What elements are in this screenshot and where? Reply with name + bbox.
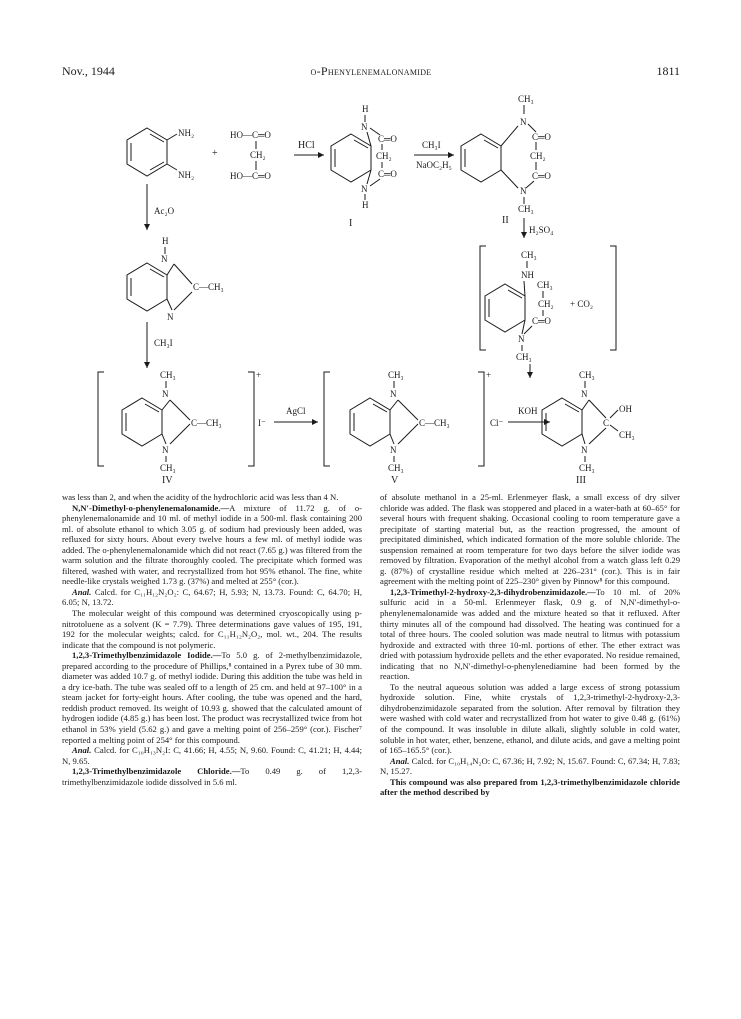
reagent-ch3i-top: CH₃I — [422, 140, 441, 150]
intermediate-ch2: CH₂ — [538, 299, 554, 309]
compound-label-v: V — [391, 475, 399, 486]
v-c-ch3: C—CH₃ — [419, 418, 450, 428]
intermediate-methyl-top: CH₃ — [521, 250, 537, 260]
header-title: o-Phenylenemalonamide — [310, 64, 432, 78]
intermediate-n: N — [518, 334, 525, 344]
carbonyl-bottom-ii: C═O — [532, 171, 551, 181]
nitrogen-bottom: N — [361, 184, 368, 194]
reagent-ch3i-side: CH₃I — [154, 338, 173, 348]
iii-n-top: N — [581, 389, 588, 399]
nh-hydrogen-bottom: H — [362, 200, 369, 210]
charge-iv: + — [256, 370, 262, 380]
iii-oh: OH — [619, 404, 632, 414]
iv-n-bottom: N — [162, 445, 169, 455]
iii-n-bottom: N — [581, 445, 588, 455]
analysis-paragraph: Anal. Calcd. for C₁₁H₁₂N₂O₂: C, 64.67; H, 5.93; N, 13.73. Found: C, 64.70; H, 6.05; N, 13.72. — [62, 586, 363, 608]
paragraph: of absolute methanol in a 25-ml. Erlenmeyer flask, a small excess of dry silver chloride was added. The flask was stoppered and placed in a water-bath at 60–65° for several hours with frequent shaking. Occasional cooling to room temperature gave a precipitate of starting material but, as the reaction progressed, the amount of precipitated diminished, which indicated formation of the more soluble chloride. The suspension remained at room temperature for two days before the silver iodide was removed by filtration. Evaporation of the methyl alcohol from a watch glass left 0.29 g. (87%) of crystalline residue which melted at 226–231° (cor.). This is in fair agreement with the melting point of 225–230° given by Pinnow⁸ for this compound. — [380, 492, 680, 587]
v-methyl-bottom: CH₃ — [388, 463, 404, 473]
chloride-ion: Cl⁻ — [490, 418, 504, 428]
intermediate-carbonyl: C═O — [532, 316, 551, 326]
reagent-agcl: AgCl — [286, 406, 306, 416]
header-page-number: 1811 — [656, 64, 680, 78]
mbz-hydrogen: H — [162, 236, 169, 246]
compound-ii-structure — [461, 94, 551, 214]
compound-label-iii: III — [576, 475, 586, 486]
carbonyl-top: C═O — [378, 134, 397, 144]
malonic-acid-structure — [230, 130, 271, 181]
v-n-bottom: N — [390, 445, 397, 455]
carboxyl-bottom: HO—C═O — [230, 171, 271, 181]
reaction-scheme — [62, 88, 680, 488]
charge-v: + — [486, 370, 492, 380]
carbonyl-top-ii: C═O — [532, 132, 551, 142]
left-column — [62, 492, 362, 787]
reagent-koh: KOH — [518, 406, 538, 416]
iii-methyl-bottom: CH₃ — [579, 463, 595, 473]
iodide-ion: I⁻ — [258, 418, 266, 428]
iii-ch3: CH₃ — [619, 430, 635, 440]
methylene-label: CH₂ — [250, 150, 266, 160]
mbz-c-ch3: C—CH₃ — [193, 282, 224, 292]
right-column — [380, 492, 680, 798]
iv-c-ch3: C—CH₃ — [191, 418, 222, 428]
intermediate-ch3-bottom: CH₃ — [516, 352, 532, 362]
mbz-n-bottom: N — [167, 312, 174, 322]
paragraph: was less than 2, and when the acidity of the hydrochloric acid was less than 4 N. — [62, 492, 339, 502]
iii-methyl-top: CH₃ — [579, 370, 595, 380]
reagent-naoc2h5: NaOC₂H₅ — [416, 160, 452, 170]
intermediate-nh: NH — [521, 270, 534, 280]
amine-label-top: NH₂ — [178, 128, 195, 138]
compound-v-structure — [324, 370, 504, 473]
n-methyl-top-ii: CH₃ — [518, 94, 534, 104]
n-methyl-bottom-ii: CH₃ — [518, 204, 534, 214]
reagent-ac2o: Ac₂O — [154, 206, 175, 216]
nitrogen-bottom-ii: N — [520, 186, 527, 196]
compound-iv-structure — [98, 370, 266, 473]
compound-i-structure — [331, 104, 397, 210]
paragraph: To the neutral aqueous solution was added a large excess of strong potassium hydroxide solution. Fine, white crystals of 1,2,3-trimethyl-2-hydroxy-2,3-dihydrobenzimidazole separated from the solution. After removal by filtration they were washed with cold water and recrystallized from hot water to give 0.48 g. (61%) of the compound. It was insoluble in dilute alkali, slightly soluble in cold water, soluble in hot water, ether, benzene, ethanol, and dilute acids, and gave a melting point of 165–165.5° (cor.). — [380, 681, 680, 756]
paragraph: 1,2,3-Trimethylbenzimidazole Iodide.—To 5.0 g. of 2-methylbenzimidazole, prepared according to the procedure of Phillips,⁸ contained in a Pyrex tube of 30 mm. diameter was added 10.7 g. of methyl iodide. During this addition the tube was held in a dry ice-bath. The tube was sealed off to a length of 25 cm. and held at 97–100° in a steam jacket for forty-eight hours. After cooling, the tube was opened and the hard, reddish product removed. Its weight of 10.93 g. showed that the calculated amount of hydrogen iodide (4.85 g.) has been lost. The product was recrystallized twice from hot ethanol in 53% yield (5.62 g.) and gave a melting point of 256–259° (cor.). Fischer⁷ reported a melting point of 254° for this compound. — [62, 650, 362, 745]
carboxyl-top: HO—C═O — [230, 130, 271, 140]
amine-label-bottom: NH₂ — [178, 170, 195, 180]
iii-c: C — [603, 418, 610, 428]
o-phenylenediamine-structure — [127, 128, 194, 180]
reagent-hcl: HCl — [298, 140, 315, 151]
methylene-ii: CH₂ — [530, 151, 546, 161]
reagent-h2so4: H₂SO₄ — [529, 225, 554, 235]
nitrogen-top: N — [361, 122, 368, 132]
hydrolysis-intermediate — [480, 246, 616, 362]
v-methyl-top: CH₃ — [388, 370, 404, 380]
nitrogen-top-ii: N — [520, 117, 527, 127]
v-n-top: N — [390, 389, 397, 399]
paragraph: 1,2,3-Trimethylbenzimidazole Chloride.—To 0.49 g. of 1,2,3-trimethylbenzimidazole iodide dissolved in 5.6 ml. — [62, 766, 363, 787]
analysis-paragraph: Anal. Calcd. for C₁₀H₁₄N₂O: C, 67.36; H, 7.92; N, 15.67. Found: C, 67.34; H, 7.83; N, 15.27. — [380, 755, 681, 777]
iv-methyl-bottom: CH₃ — [160, 463, 176, 473]
iv-methyl-top: CH₃ — [160, 370, 176, 380]
analysis-paragraph: Anal. Calcd. for C₁₀H₁₃N₂I: C, 41.66; H, 4.55; N, 9.60. Found: C, 41.21; H, 4.44; N, 9.65. — [62, 745, 362, 766]
methylbenzimidazole-structure — [127, 236, 224, 322]
paragraph: 1,2,3-Trimethyl-2-hydroxy-2,3-dihydrobenzimidazole.—To 10 ml. of 20% sulfuric acid in a 50-ml. Erlenmeyer flask, 0.9 g. of N,N′-dimethyl-o-phenylenemalonamide was added and the mixture heated so that it refluxed. After thirty minutes all of the compound had dissolved. The heating was continued for a total of three hours. The cooled solution was made neutral to litmus with potassium hydroxide and extracted with three 10-ml. portions of ether. The ether extract was dried with potassium hydroxide pellets and the ether evaporated. No residue remained, indicating that no N,N′-dimethyl-o-phenylenediamine had been formed by the reaction. — [380, 586, 680, 682]
paragraph: N,N′-Dimethyl-o-phenylenemalonamide.—A mixture of 11.72 g. of o-phenylenemalonamide and 10 ml. of methyl iodide in a 500-ml. flask containing 200 ml. of absolute ethanol to which 3.05 g. of sodium had previously been added, was refluxed for sixty hours. About every twelve hours a few ml. of methyl iodide was added. The o-phenylenemalonamide which did not react (7.65 g.) was filtered from the warm solution and the filtrate thoroughly cooled. The precipitate which formed was filtered, washed with water, and recrystallized from hot 95% ethanol. The fine, white needle-like crystals weighed 1.73 g. (37%) and melted at 255° (cor.). — [62, 502, 362, 587]
reaction-scheme-drawing — [62, 88, 680, 488]
compound-label-ii: II — [502, 215, 509, 226]
methylene-i: CH₂ — [376, 151, 392, 161]
compound-label-iv: IV — [162, 475, 173, 486]
intermediate-ch3: CH₃ — [537, 280, 553, 290]
compound-label-i: I — [349, 218, 353, 229]
plus-sign-1: + — [212, 148, 218, 159]
compound-iii-structure — [542, 370, 635, 473]
plus-co2: + CO₂ — [570, 299, 593, 309]
iv-n-top: N — [162, 389, 169, 399]
mbz-n-top: N — [161, 254, 168, 264]
carbonyl-bottom: C═O — [378, 169, 397, 179]
paragraph: The molecular weight of this compound was determined cryoscopically using p-nitrotoluene as a solvent (K = 7.79). Three determinations gave values of 195, 191, 192 for the molecular weights; calcd. for C₁₁H₁₂N₂O₂, mol. wt., 204. The results indicate that the compound is not polymeric. — [62, 608, 362, 650]
header-date: Nov., 1944 — [62, 64, 115, 78]
running-head — [62, 64, 680, 82]
nh-hydrogen-top: H — [362, 104, 369, 114]
paragraph: This compound was also prepared from 1,2,3-trimethylbenzimidazole chloride after the method described by — [380, 776, 680, 798]
